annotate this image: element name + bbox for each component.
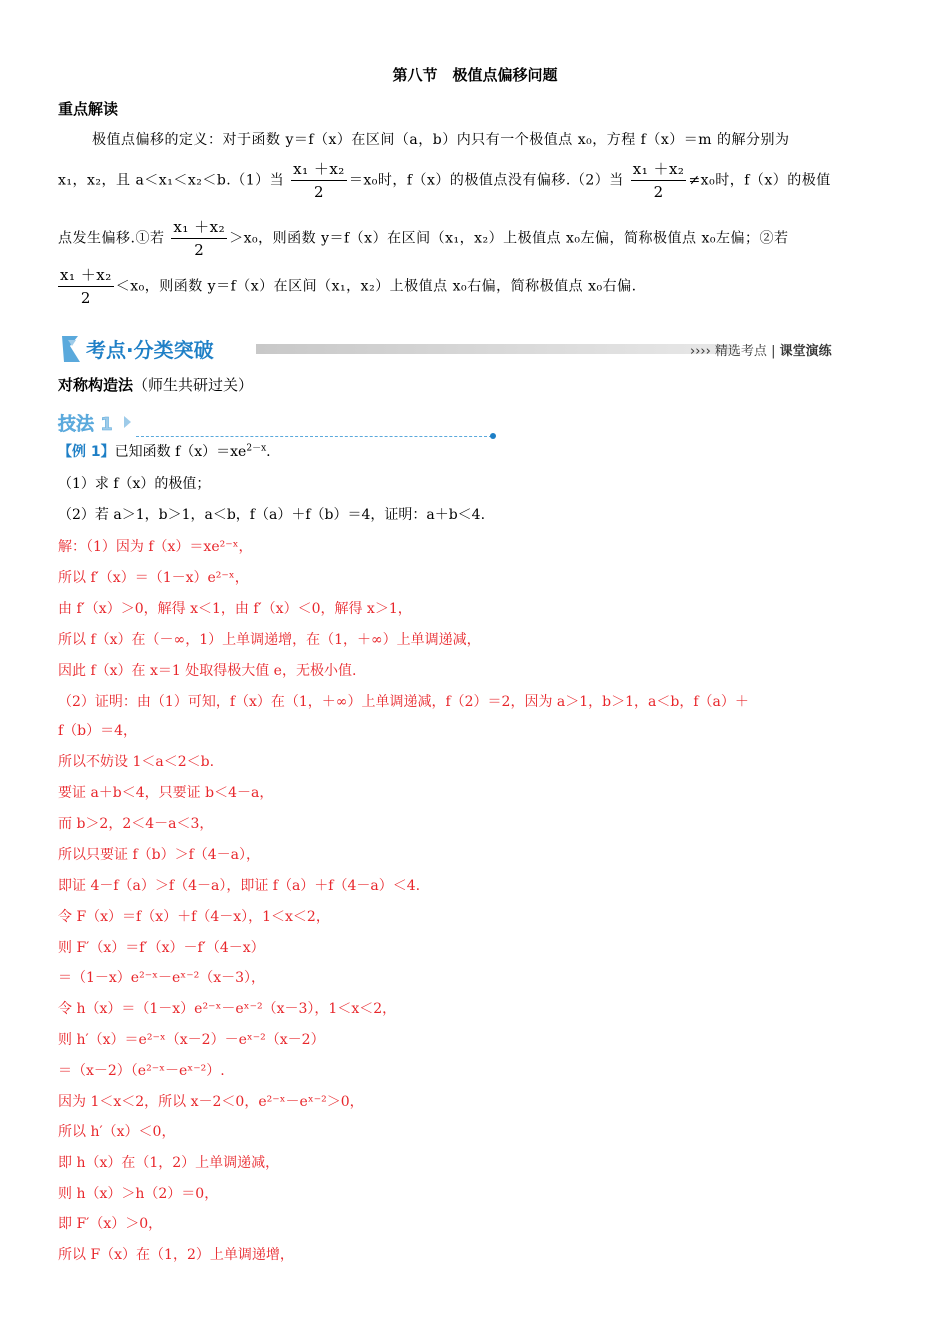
solution-line: 而 b＞2，2＜4－a＜3， [58,816,214,832]
banner-divider [256,344,736,354]
solution-line: f（b）＝4， [58,723,138,739]
solution-line: 因此 f（x）在 x＝1 处取得极大值 e，无极小值. [58,663,357,679]
solution-line: （2）证明：由（1）可知，f（x）在（1，＋∞）上单调递减，f（2）＝2，因为 a＞1，b＞1，a＜b，f（a）＋ [58,694,749,710]
definition-line-1: 极值点偏移的定义：对于函数 y＝f（x）在区间（a，b）内只有一个极值点 x₀，方程 f（x）＝m 的解分别为 [92,132,790,148]
example-statement: 【例 1】已知函数 $f(x)=xe^{2-x}$. [58,443,271,460]
solution-line: ＝（x－2）（e²⁻ˣ－eˣ⁻²）. [58,1063,225,1079]
solution-line: 所以不妨设 1＜a＜2＜b. [58,754,215,770]
question-2: （2）若 a＞1，b＞1，a＜b，f（a）＋f（b）＝4，证明：a＋b＜4. [58,507,486,523]
section-banner [58,332,858,368]
solution-line: 即证 4－f（a）＞f（4－a），即证 f（a）＋f（4－a）＜4. [58,878,421,894]
example-tag: 【例 1】 [58,444,115,460]
fraction: $\frac{\text{x₁ ＋x₂}}{2}$ [60,266,112,307]
question-1: （1）求 f（x）的极值； [58,476,211,492]
banner-title: 考点·分类突破 [86,338,214,362]
solution-line: 因为 1＜x＜2，所以 x－2＜0，e²⁻ˣ－eˣ⁻²＞0， [58,1094,364,1110]
technique-divider [136,436,492,437]
definition-line-2: x₁，x₂，且 a＜x₁＜x₂＜b.（1）当 $\frac{\text{x₁ ＋x₂}}{2}$ ＝x₀时，f（x）的极值点没有偏移.（2）当 $\frac{\text{x₁ ＋x₂}}{2}$ ≠x₀时，f（x）的极值 [58,160,831,201]
banner-subtitle: ›››› 精选考点 | 课堂演练 [690,344,832,359]
solution-line: 所以只要证 f（b）＞f（4－a）， [58,847,261,863]
solution-line: ＝（1－x）e²⁻ˣ－eˣ⁻²（x－3）， [58,970,266,986]
technique-header [58,410,438,440]
solution-line: 所以 h′（x）＜0， [58,1124,176,1140]
solution-line: 所以 f′（x）＝（1－x）e²⁻ˣ， [58,570,249,586]
definition-line-4: $\frac{\text{x₁ ＋x₂}}{2}$ ＜x₀，则函数 y＝f（x）在区间（x₁，x₂）上极值点 x₀右偏，简称极值点 x₀右偏. [60,266,637,307]
section-title: 对称构造法（师生共研过关） [58,376,254,394]
solution-line: 解：（1）因为 f（x）＝xe²⁻ˣ， [58,539,253,555]
technique-label: 技法 1 [58,414,113,435]
solution-line: 由 f′（x）＞0，解得 x＜1，由 f′（x）＜0，解得 x＞1， [58,601,412,617]
page-title: 第八节 极值点偏移问题 [392,66,558,84]
solution-line: 所以 F（x）在（1，2）上单调递增， [58,1247,294,1263]
key-heading: 重点解读 [58,100,119,118]
fraction: $\frac{\text{x₁ ＋x₂}}{2}$ [173,218,226,259]
arrow-right-icon [124,416,131,428]
dot-icon [490,433,496,439]
solution-line: 要证 a＋b＜4，只要证 b＜4－a， [58,785,274,801]
fraction: $\frac{\text{x₁ ＋x₂}}{2}$ [632,160,685,201]
definition-line-3: 点发生偏移.①若 $\frac{\text{x₁ ＋x₂}}{2}$ ＞x₀，则函数 y＝f（x）在区间（x₁，x₂）上极值点 x₀左偏，简称极值点 x₀左偏；②若 [58,218,789,259]
solution-line: 则 h′（x）＝e²⁻ˣ（x－2）－eˣ⁻²（x－2） [58,1032,325,1048]
solution-line: 则 h（x）＞h（2）＝0， [58,1186,219,1202]
solution-line: 即 h（x）在（1，2）上单调递减， [58,1155,280,1171]
solution-line: 所以 f（x）在（－∞，1）上单调递增，在（1，＋∞）上单调递减， [58,632,481,648]
solution-line: 则 F′（x）＝f′（x）－f′（4－x） [58,940,265,956]
solution-line: 即 F′（x）＞0， [58,1216,163,1232]
solution-line: 令 h（x）＝（1－x）e²⁻ˣ－eˣ⁻²（x－3），1＜x＜2， [58,1001,397,1017]
fraction: $\frac{\text{x₁ ＋x₂}}{2}$ [293,160,345,201]
solution-line: 令 F（x）＝f（x）＋f（4－x），1＜x＜2， [58,909,330,925]
